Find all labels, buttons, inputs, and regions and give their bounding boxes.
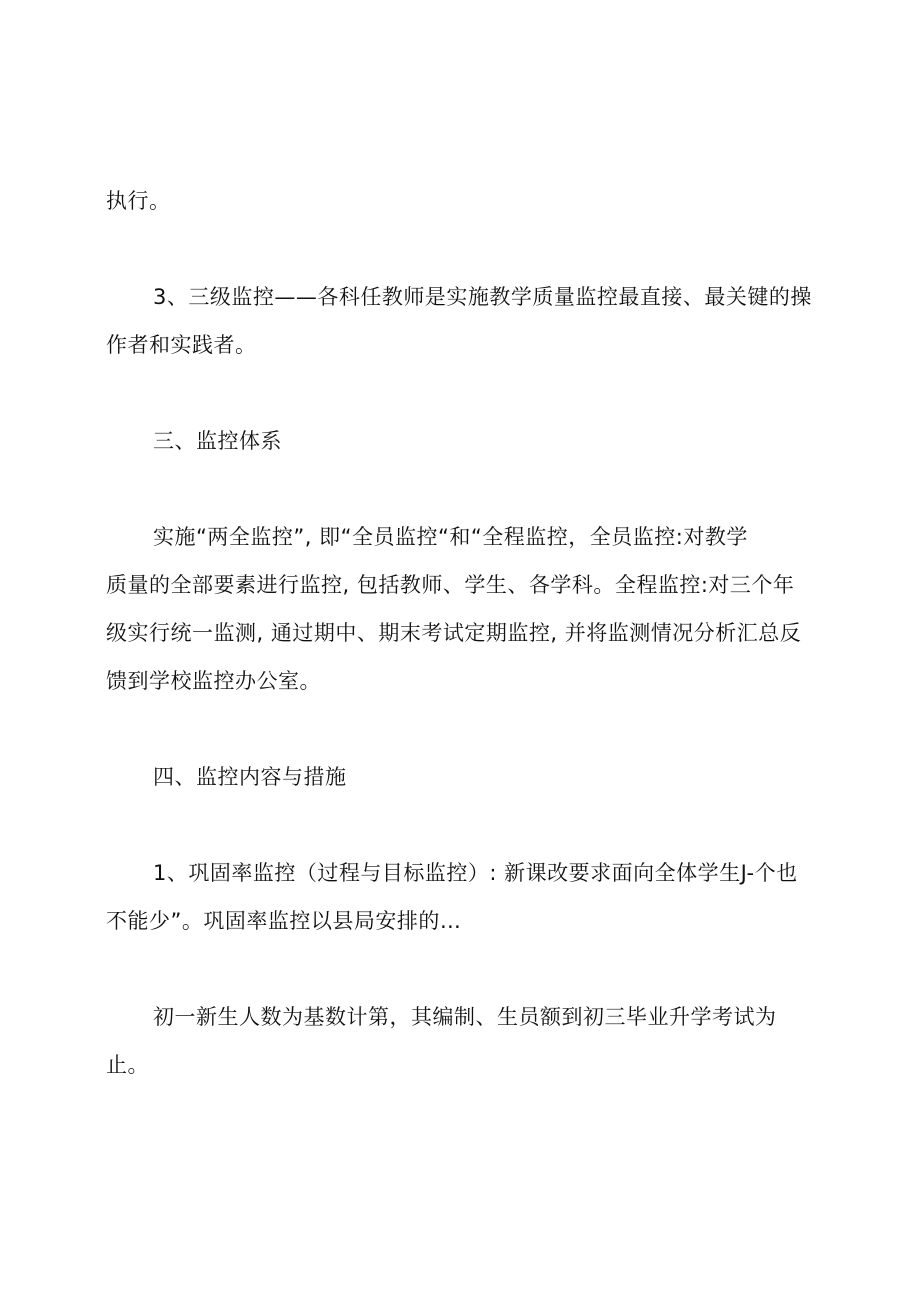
paragraph-line: 执行。 xyxy=(106,189,171,213)
paragraph-line: 质量的全部要素进行监控, 包括教师、学生、各学科。全程监控:对三个年 xyxy=(106,573,795,597)
paragraph-line: 级实行统一监测, 通过期中、期末考试定期监控, 并将监测情况分析汇总反 xyxy=(106,621,802,645)
paragraph-line: 止。 xyxy=(106,1053,149,1077)
section-heading: 三、监控体系 xyxy=(153,429,282,453)
paragraph-line: 馈到学校监控办公室。 xyxy=(106,669,321,693)
paragraph-line: 3、三级监控——各科任教师是实施教学质量监控最直接、最关键的操 xyxy=(153,285,812,309)
paragraph-line: 1、巩固率监控（过程与目标监控）: 新课改要求面向全体学生J-个也 xyxy=(153,861,798,885)
section-heading: 四、监控内容与措施 xyxy=(153,765,347,789)
paragraph-line: 不能少”。巩固率监控以县局安排的… xyxy=(106,909,462,933)
paragraph-line: 作者和实践者。 xyxy=(106,333,257,357)
paragraph-line: 初一新生人数为基数计第，其编制、生员额到初三毕业升学考试为 xyxy=(153,1005,777,1029)
paragraph-line: 实施“两全监控”, 即“全员监控“和“全程监控，全员监控:对教学 xyxy=(153,525,748,549)
